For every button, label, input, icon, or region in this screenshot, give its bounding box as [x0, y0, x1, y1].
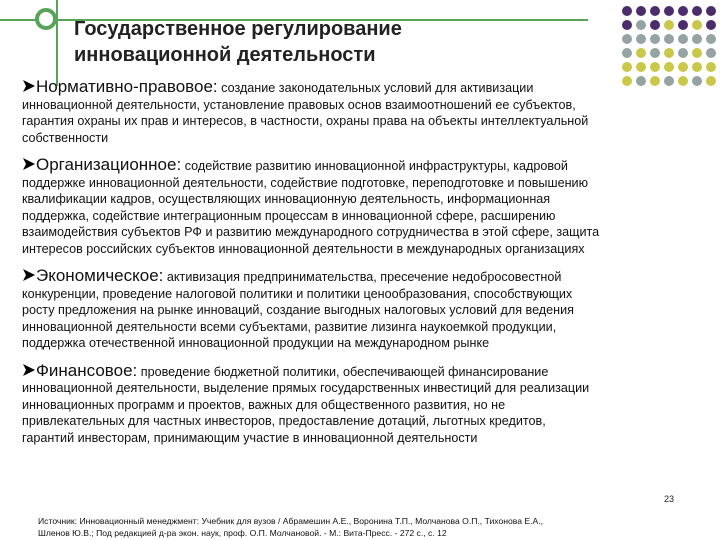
title-line-2: инновационной деятельности [74, 44, 376, 66]
decorative-dot [692, 20, 702, 30]
section-text: проведение бюджетной политики, обеспечивающей финансирование [137, 364, 549, 379]
section-text: интересов российских субъектов инновационной деятельности в международных организациях [22, 241, 585, 256]
section-text: создание законодательных условий для активизации [217, 81, 534, 95]
decorative-dot [678, 6, 688, 16]
arrow-bullet-icon [22, 157, 36, 171]
decorative-dot [678, 20, 688, 30]
decorative-dot [692, 6, 702, 16]
decorative-dot [636, 48, 646, 58]
decorative-dot [692, 48, 702, 58]
section-organizational [22, 156, 702, 257]
side-rule [56, 0, 58, 86]
section-text: поддержка, содействие интеграционным процессам в инновационной сфере, расширению [22, 208, 556, 223]
decorative-dot [664, 48, 674, 58]
decorative-dot [664, 34, 674, 44]
decorative-dot [692, 34, 702, 44]
section-text: росту предложения на рынке инноваций, создание выгодных налоговых условий для ведения [22, 303, 574, 317]
decorative-dot [650, 34, 660, 44]
decorative-dot [636, 20, 646, 30]
decorative-dot [706, 48, 716, 58]
page-number: 23 [664, 494, 675, 504]
section-heading: Организационное: [36, 155, 182, 174]
decorative-dot [664, 20, 674, 30]
decorative-dot [706, 20, 716, 30]
source-citation [38, 516, 698, 539]
source-line-1: Источник: Инновационный менеджмент: Учебник для вузов / Абрамешин А.Е., Воронина Т.П., Молчанова О.П., Тихонова Е.А., [38, 516, 544, 526]
section-text: квалификации кадров, осуществляющих инновационную деятельность, информационная [22, 192, 551, 206]
section-text: гарантия охраны их прав и интересов, в частности, охраны права на объекты интеллектуальной [22, 114, 589, 128]
decorative-dot [636, 6, 646, 16]
section-text: взаимодействия субъектов РФ и развитию международного сотрудничества в этой сфере, защита [22, 225, 600, 239]
decorative-dot [622, 6, 632, 16]
arrow-bullet-icon [22, 268, 36, 282]
slide-content [22, 78, 702, 456]
section-text: поддержка отечественной инновационной продукции на международном рынке [22, 336, 490, 350]
section-text: гарантий инвесторам, принимающим участие в инновационной деятельности [22, 430, 478, 445]
section-text: инновационных программ и проектов, важных для общественного развития, но не [22, 397, 506, 412]
section-economic [22, 267, 702, 352]
slide-title [74, 16, 594, 68]
section-text: собственности [22, 130, 109, 145]
section-text: привлекательных для частных инвесторов, предоставление дотаций, льготных кредитов, [22, 414, 546, 428]
section-text: инновационной деятельности всеми субъектами, развитие лизинга наукоемкой продукции, [22, 319, 557, 334]
arrow-bullet-icon [22, 363, 36, 377]
section-text: активизация предпринимательства, пресечение недобросовестной [163, 270, 562, 284]
decorative-dot [706, 6, 716, 16]
decorative-dot [664, 6, 674, 16]
section-heading: Финансовое: [36, 360, 138, 380]
decorative-dot [650, 62, 660, 72]
decorative-dot [650, 48, 660, 58]
decorative-dot [650, 6, 660, 16]
title-line-1: Государственное регулирование [74, 18, 402, 40]
decorative-dot [678, 34, 688, 44]
section-text: инновационной деятельности, выделение прямых государственных инвестиций для реализации [22, 381, 590, 395]
decorative-dot [678, 62, 688, 72]
decorative-dot [706, 76, 716, 86]
decorative-dot [622, 20, 632, 30]
source-line-2: Шленов Ю.В.; Под редакцией д-ра экон. наук, проф. О.П. Молчановой. - М.: Вита-Пресс. - 272 с., с. 12 [38, 527, 447, 538]
section-text: поддержке инновационной деятельности, содействие подготовке, переподготовке и повышению [22, 175, 589, 190]
section-text: содействие развитию инновационной инфраструктуры, кадровой [181, 159, 568, 173]
decorative-dot [664, 62, 674, 72]
section-heading: Нормативно-правовое: [36, 77, 218, 96]
decorative-dot [622, 48, 632, 58]
decorative-dot [650, 20, 660, 30]
ring-ornament [35, 8, 57, 30]
decorative-dot [636, 62, 646, 72]
decorative-dot [636, 34, 646, 44]
decorative-dot [622, 62, 632, 72]
arrow-bullet-icon [22, 79, 36, 93]
decorative-dot [692, 62, 702, 72]
section-heading: Экономическое: [36, 266, 164, 285]
decorative-dot [706, 62, 716, 72]
section-text: инновационной деятельности, установление правовых основ взаимоотношений ее субъектов, [22, 97, 576, 112]
section-text: конкуренции, проведение налоговой политики и политики ценообразования, способствующих [22, 286, 573, 301]
decorative-dot [706, 34, 716, 44]
decorative-dot [678, 48, 688, 58]
decorative-dot [622, 34, 632, 44]
section-legal [22, 78, 702, 146]
section-financial [22, 362, 702, 447]
